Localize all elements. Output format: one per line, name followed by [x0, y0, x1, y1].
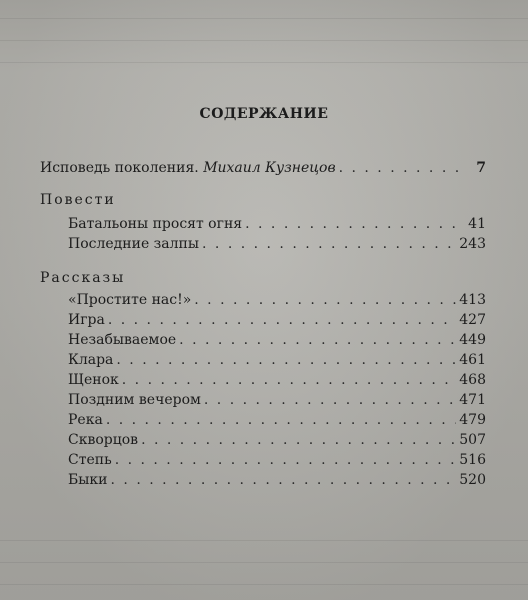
toc-entry-title: Скворцов: [68, 432, 139, 448]
show-through-line: [0, 540, 528, 541]
page-number: 7: [476, 160, 486, 176]
toc-entry: [68, 312, 486, 328]
toc-entry: [68, 452, 486, 468]
page-number: 449: [459, 332, 486, 348]
page-number: 427: [459, 312, 486, 328]
section-heading-novellas: Повести: [40, 192, 116, 208]
toc-entry: [68, 472, 486, 488]
leader-dots: [108, 312, 456, 328]
preface-title: Исповедь поколения.: [40, 160, 199, 176]
page-number: 479: [459, 412, 486, 428]
toc-entry: [68, 292, 486, 308]
toc-entry: [68, 412, 486, 428]
show-through-line: [0, 562, 528, 563]
toc-entry-title: Щенок: [68, 372, 119, 388]
leader-dots: [339, 160, 459, 176]
toc-entry-title: Последние залпы: [68, 236, 200, 252]
toc-entry-title: Клара: [68, 352, 114, 368]
page-number: 41: [468, 216, 486, 232]
toc-entry-label: [40, 160, 336, 176]
leader-dots: [179, 332, 456, 348]
show-through-line: [0, 584, 528, 585]
toc-entry-title: Игра: [68, 312, 105, 328]
page-title: СОДЕРЖАНИЕ: [199, 106, 329, 122]
page-number: 468: [459, 372, 486, 388]
page-number: 471: [459, 392, 486, 408]
page-number: 507: [459, 432, 486, 448]
page-number: 516: [459, 452, 486, 468]
leader-dots: [202, 236, 456, 252]
show-through-line: [0, 62, 528, 63]
show-through-line: [0, 40, 528, 41]
page-number: 413: [459, 292, 486, 308]
leader-dots: [194, 292, 456, 308]
leader-dots: [111, 472, 457, 488]
toc-entry: [68, 236, 486, 252]
leader-dots: [116, 352, 456, 368]
leader-dots: [204, 392, 456, 408]
page-number: 461: [459, 352, 486, 368]
toc-entry: [68, 432, 486, 448]
leader-dots: [141, 432, 456, 448]
leader-dots: [245, 216, 459, 232]
toc-entry: [68, 216, 486, 232]
toc-entry-title: Река: [68, 412, 103, 428]
toc-entry-title: Батальоны просят огня: [68, 216, 243, 232]
page-number: 520: [459, 472, 486, 488]
toc-entry: [68, 372, 486, 388]
toc-entry-title: Быки: [68, 472, 108, 488]
toc-entry-title: Незабываемое: [68, 332, 177, 348]
toc-entry-title: Поздним вечером: [68, 392, 201, 408]
toc-entry: [68, 392, 486, 408]
show-through-line: [0, 18, 528, 19]
preface-author: Михаил Кузнецов: [203, 160, 336, 176]
toc-entry: [68, 352, 486, 368]
leader-dots: [106, 412, 456, 428]
leader-dots: [122, 372, 456, 388]
page-number: 243: [459, 236, 486, 252]
toc-entry-title: «Простите нас!»: [68, 292, 192, 308]
section-heading-stories: Рассказы: [40, 270, 126, 286]
toc-entry-preface: [40, 160, 486, 176]
leader-dots: [115, 452, 457, 468]
toc-entry-title: Степь: [68, 452, 112, 468]
toc-entry: [68, 332, 486, 348]
